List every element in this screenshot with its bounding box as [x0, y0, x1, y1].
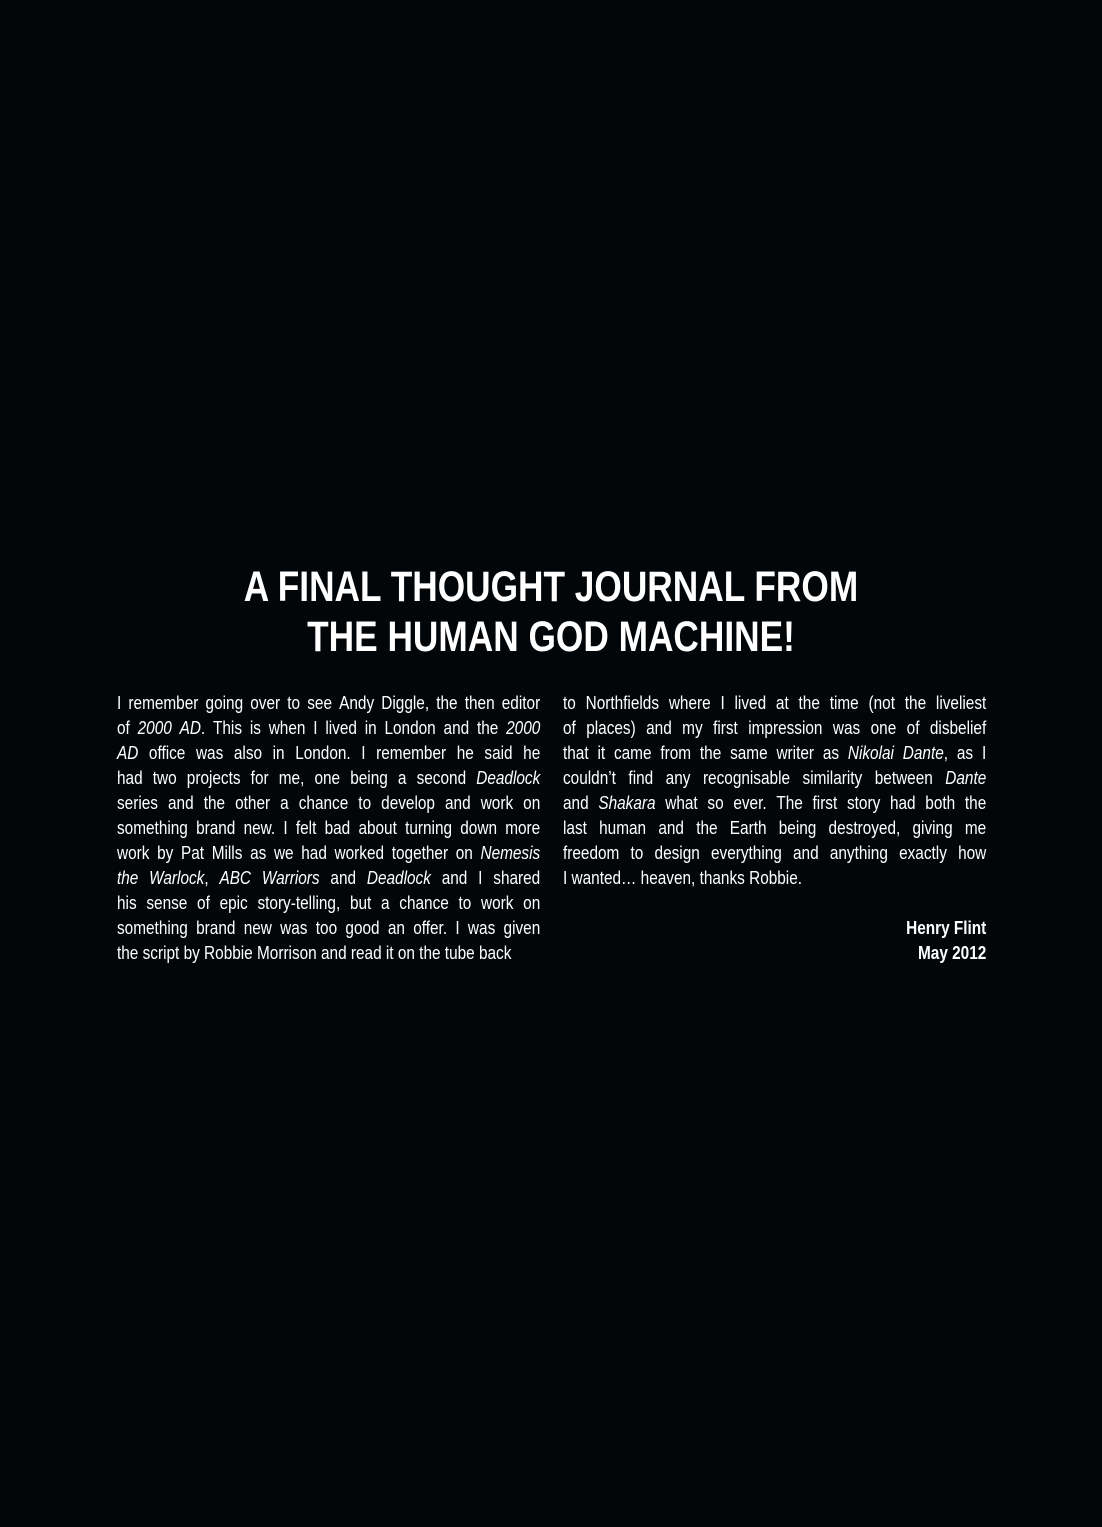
signature-date: May 2012	[917, 942, 987, 963]
body-column-left	[117, 690, 540, 965]
text-line: that it came from the same writer as Nikolai Dante, as I	[563, 742, 987, 763]
text-line: something brand new. I felt bad about turning down more	[117, 817, 541, 838]
text-line: the script by Robbie Morrison and read it on the tube back	[117, 942, 512, 963]
title-line-2: THE HUMAN GOD MACHINE!	[307, 613, 795, 661]
text-line: and Shakara what so ever. The first story had both the	[563, 792, 987, 813]
text-line: I wanted… heaven, thanks Robbie.	[563, 867, 803, 888]
text-line: his sense of epic story-telling, but a chance to work on	[117, 892, 541, 913]
text-line: couldn’t find any recognisable similarity between Dante	[563, 767, 987, 788]
author-name: Henry Flint	[906, 917, 987, 938]
text-line: of places) and my first impression was one of disbelief	[563, 717, 987, 738]
text-line: last human and the Earth being destroyed, giving me	[563, 817, 987, 838]
text-line: AD office was also in London. I remember he said he	[117, 742, 541, 763]
text-line: the Warlock, ABC Warriors and Deadlock and I shared	[117, 867, 541, 888]
text-line: of 2000 AD. This is when I lived in London and the 2000	[117, 717, 541, 738]
text-line: I remember going over to see Andy Diggle, the then editor	[117, 692, 541, 713]
page-title	[99, 562, 1003, 662]
text-line: had two projects for me, one being a second Deadlock	[117, 767, 541, 788]
signature-block	[563, 915, 986, 965]
text-line: something brand new was too good an offer. I was given	[117, 917, 541, 938]
title-line-1: A FINAL THOUGHT JOURNAL FROM	[243, 563, 859, 611]
text-line: freedom to design everything and anything exactly how	[563, 842, 987, 863]
text-line: to Northfields where I lived at the time (not the liveliest	[563, 692, 987, 713]
body-column-right	[563, 690, 986, 890]
text-line: series and the other a chance to develop and work on	[117, 792, 541, 813]
text-line: work by Pat Mills as we had worked together on Nemesis	[117, 842, 541, 863]
